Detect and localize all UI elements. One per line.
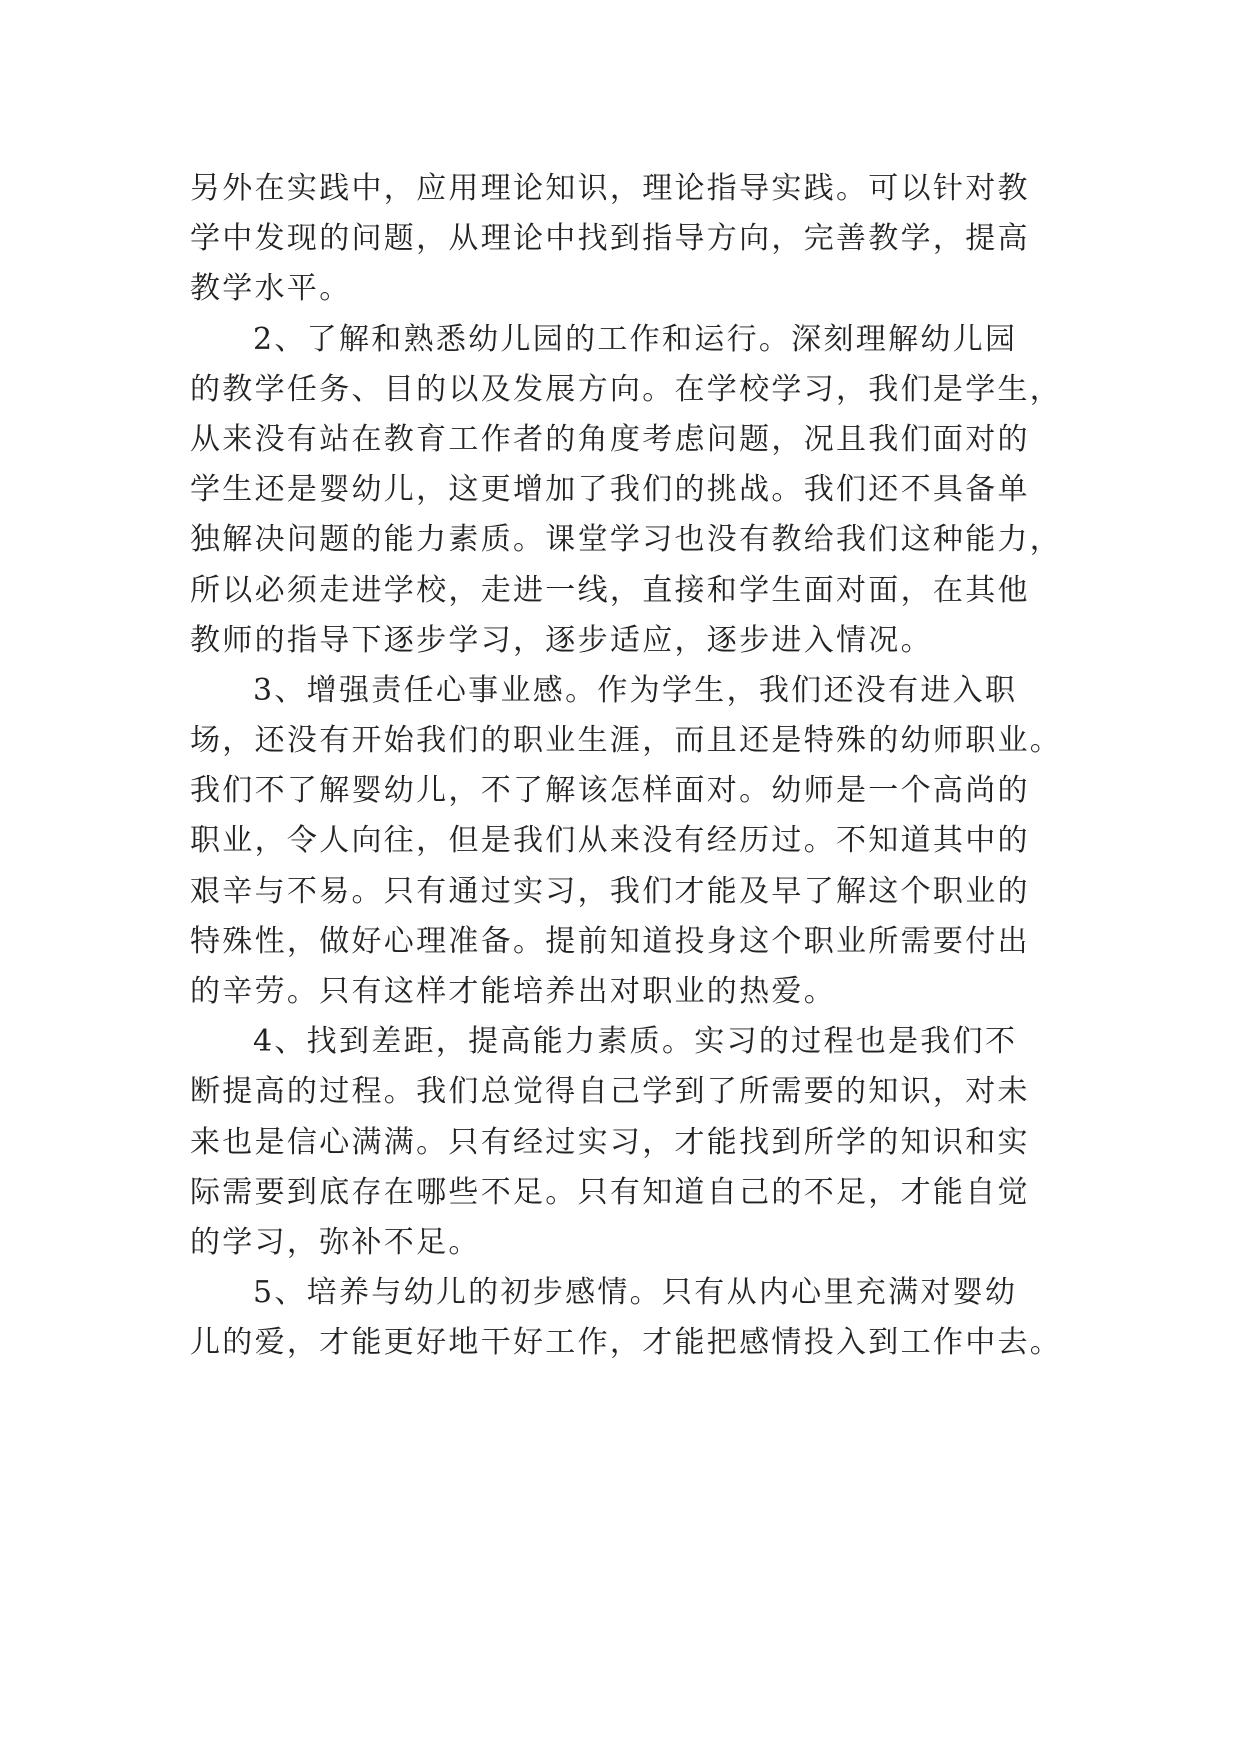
text-line: 教学水平。 (190, 271, 352, 307)
text-line: 职业，令人向往，但是我们从来没有经历过。不知道其中的 (190, 823, 1030, 859)
text-line: 际需要到底存在哪些不足。只有知道自己的不足，才能自觉 (190, 1174, 1030, 1210)
text-line: 5、培养与幼儿的初步感情。只有从内心里充满对婴幼 (253, 1275, 1018, 1311)
text-line: 所以必须走进学校，走进一线，直接和学生面对面，在其他 (190, 572, 1030, 608)
text-line: 独解决问题的能力素质。课堂学习也没有教给我们这种能力， (190, 522, 1063, 558)
text-line: 从来没有站在教育工作者的角度考虑问题，况且我们面对的 (190, 421, 1030, 457)
paragraph-item-2 (190, 315, 1063, 666)
text-line: 的教学任务、目的以及发展方向。在学校学习，我们是学生， (190, 371, 1063, 407)
text-line: 儿的爱，才能更好地干好工作，才能把感情投入到工作中去。 (190, 1325, 1063, 1361)
text-line: 我们不了解婴幼儿，不了解该怎样面对。幼师是一个高尚的 (190, 773, 1030, 809)
text-line: 2、了解和熟悉幼儿园的工作和运行。深刻理解幼儿园 (253, 321, 1018, 357)
text-line: 场，还没有开始我们的职业生涯，而且还是特殊的幼师职业。 (190, 723, 1063, 759)
text-line: 来也是信心满满。只有经过实习，才能找到所学的知识和实 (190, 1124, 1030, 1160)
text-line: 断提高的过程。我们总觉得自己学到了所需要的知识，对未 (190, 1074, 1030, 1110)
document-body (190, 164, 1063, 1369)
paragraph-item-3 (190, 666, 1063, 1017)
text-line: 另外在实践中，应用理论知识，理论指导实践。可以针对教 (190, 171, 1030, 206)
text-line: 4、找到差距，提高能力素质。实习的过程也是我们不 (253, 1024, 1018, 1060)
text-line: 的辛劳。只有这样才能培养出对职业的热爱。 (190, 974, 836, 1009)
paragraph-item-5 (190, 1268, 1063, 1368)
paragraph-intro-continued (190, 164, 1048, 315)
text-line: 艰辛与不易。只有通过实习，我们才能及早了解这个职业的 (190, 873, 1030, 909)
text-line: 学生还是婴幼儿，这更增加了我们的挑战。我们还不具备单 (190, 472, 1030, 508)
text-line: 学中发现的问题，从理论中找到指导方向，完善教学，提高 (190, 221, 1030, 257)
text-line: 特殊性，做好心理准备。提前知道投身这个职业所需要付出 (190, 923, 1030, 959)
paragraph-item-4 (190, 1017, 1048, 1268)
text-line: 3、增强责任心事业感。作为学生，我们还没有进入职 (253, 672, 1018, 708)
text-line: 教师的指导下逐步学习，逐步适应，逐步进入情况。 (190, 622, 933, 658)
text-line: 的学习，弥补不足。 (190, 1224, 481, 1260)
